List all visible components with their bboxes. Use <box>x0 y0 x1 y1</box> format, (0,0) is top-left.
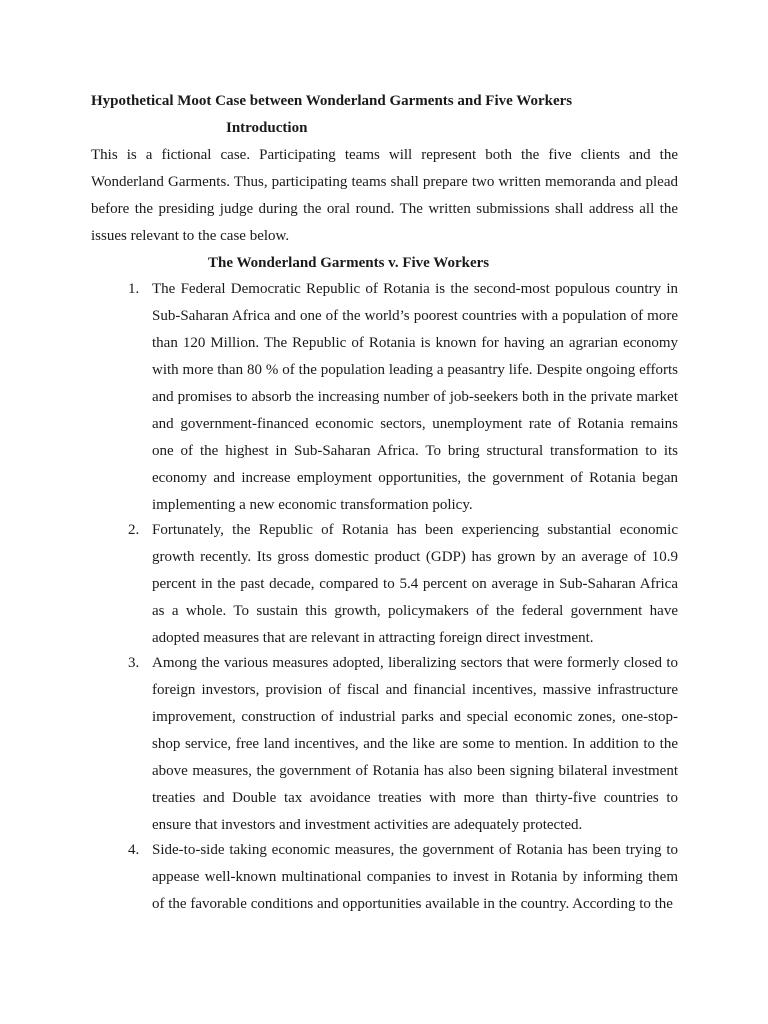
clause-text: Side-to-side taking economic measures, the government of Rotania has been trying to appease well-known multinational companies to invest in Rotania by informing them of the favorable conditions and opportunities available in the country. According to the <box>152 842 678 912</box>
case-clause-4 <box>91 837 678 918</box>
case-clause-2 <box>91 517 678 652</box>
clause-text: The Federal Democratic Republic of Rotania is the second-most populous country in Sub-Saharan Africa and one of the world’s poorest countries with a population of more than 120 Million. The Republic of Rotania is known for having an agrarian economy with more than 80 % of the population leading a peasantry life. Despite ongoing efforts and promises to absorb the increasing number of job-seekers both in the private market and government-financed economic sectors, unemployment rate of Rotania remains one of the highest in Sub-Saharan Africa. To bring structural transformation to its economy and increase employment opportunities, the government of Rotania began implementing a new economic transformation policy. <box>152 281 678 513</box>
clause-number: 3. <box>128 655 140 671</box>
clause-number: 1. <box>128 281 140 297</box>
case-clause-list <box>91 276 678 916</box>
case-clause-1 <box>91 276 678 519</box>
introduction-paragraph: This is a fictional case. Participating teams will represent both the five clients and the Wonderland Garments. Thus, participating teams shall prepare two written memoranda and plead before the presiding judge during the oral round. The written submissions shall address all the issues relevant to the case below. <box>91 147 678 244</box>
case-clause-3 <box>91 650 678 839</box>
clause-text: Fortunately, the Republic of Rotania has been experiencing substantial economic growth recently. Its gross domestic product (GDP) has grown by an average of 10.9 percent in the past decade, compared to 5.4 percent on average in Sub-Saharan Africa as a whole. To sustain this growth, policymakers of the federal government have adopted measures that are relevant in attracting foreign direct investment. <box>152 522 678 646</box>
document-title: Hypothetical Moot Case between Wonderland Garments and Five Workers <box>91 93 573 109</box>
case-heading: The Wonderland Garments v. Five Workers <box>208 255 490 271</box>
clause-text: Among the various measures adopted, liberalizing sectors that were formerly closed to foreign investors, provision of fiscal and financial incentives, massive infrastructure improvement, construction of industrial parks and special economic zones, one-stop-shop service, free land incentives, and the like are some to mention. In addition to the above measures, the government of Rotania has also been signing bilateral investment treaties and Double tax avoidance treaties with more than thirty-five countries to ensure that investors and investment activities are adequately protected. <box>152 655 678 833</box>
clause-number: 4. <box>128 842 140 858</box>
clause-number: 2. <box>128 522 140 538</box>
introduction-heading: Introduction <box>226 120 308 136</box>
